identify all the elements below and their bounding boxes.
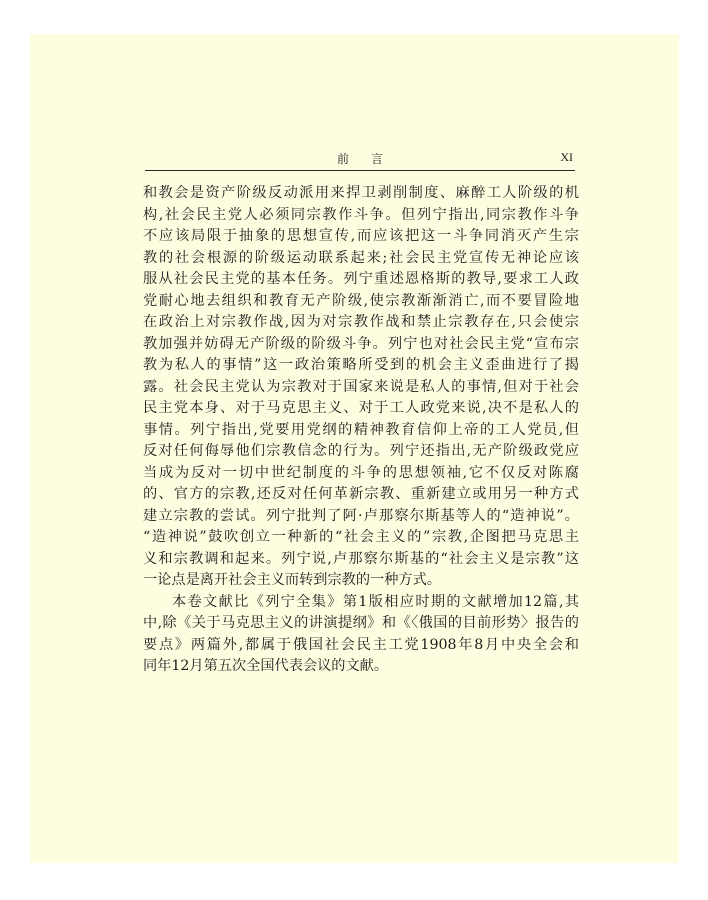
text-line: 民主党本身、对于马克思主义、对于工人政党来说,决不是私人的 (143, 400, 579, 416)
text-line: 不应该局限于抽象的思想宣传,而应该把这一斗争同消灭产生宗 (143, 228, 579, 244)
text-line: 和教会是资产阶级反动派用来捍卫剥削制度、麻醉工人阶级的机 (143, 185, 579, 201)
text-line: 同年12月第五次全国代表会议的文献。 (143, 658, 389, 674)
text-line: 义和宗教调和起来。列宁说,卢那察尔斯基的“社会主义是宗教”这 (143, 550, 579, 567)
text-line: 教的社会根源的阶级运动联系起来;社会民主党宣传无神论应该 (143, 249, 579, 266)
text-line: 的、官方的宗教,还反对任何革新宗教、重新建立或用另一种方式 (143, 486, 579, 502)
text-line: 本卷文献比《列宁全集》第1版相应时期的文献增加12篇,其 (172, 593, 579, 610)
text-line: 在政治上对宗教作战,因为对宗教作战和禁止宗教存在,只会使宗 (143, 314, 579, 330)
text-line: 反对任何侮辱他们宗教信念的行为。列宁还指出,无产阶级政党应 (143, 443, 579, 459)
paragraph-2 (143, 592, 579, 678)
text-line: 教为私人的事情”这一政治策略所受到的机会主义歪曲进行了揭 (143, 357, 579, 373)
text-line: 构,社会民主党人必须同宗教作斗争。但列宁指出,同宗教作斗争 (143, 206, 579, 223)
body-text (143, 183, 579, 678)
header-title: 前言 (336, 152, 405, 166)
text-line: 中,除《关于马克思主义的讲演提纲》和《〈俄国的目前形势〉报告的 (143, 615, 579, 631)
text-line: 教加强并妨碍无产阶级的阶级斗争。列宁也对社会民主党“宣布宗 (143, 335, 579, 352)
text-line: 党耐心地去组织和教育无产阶级,使宗教渐渐消亡,而不要冒险地 (143, 292, 579, 309)
text-line: 一论点是离开社会主义而转到宗教的一种方式。 (143, 572, 441, 588)
text-line: 建立宗教的尝试。列宁批判了阿·卢那察尔斯基等人的“造神说”。 (143, 507, 579, 524)
text-line: “造神说”鼓吹创立一种新的“社会主义的”宗教,企图把马克思主 (143, 529, 579, 545)
text-line: 当成为反对一切中世纪制度的斗争的思想领袖,它不仅反对陈腐 (143, 464, 579, 481)
page-number: XI (560, 150, 573, 164)
text-line: 露。社会民主党认为宗教对于国家来说是私人的事情,但对于社会 (143, 378, 579, 395)
text-line: 事情。列宁指出,党要用党纲的精神教育信仰上帝的工人党员,但 (143, 421, 579, 438)
text-line: 服从社会民主党的基本任务。列宁重述恩格斯的教导,要求工人政 (143, 271, 579, 287)
text-line: 要点》两篇外,都属于俄国社会民主工党1908年8月中央全会和 (143, 636, 579, 653)
paragraph-1 (143, 183, 579, 592)
running-header (145, 148, 575, 171)
